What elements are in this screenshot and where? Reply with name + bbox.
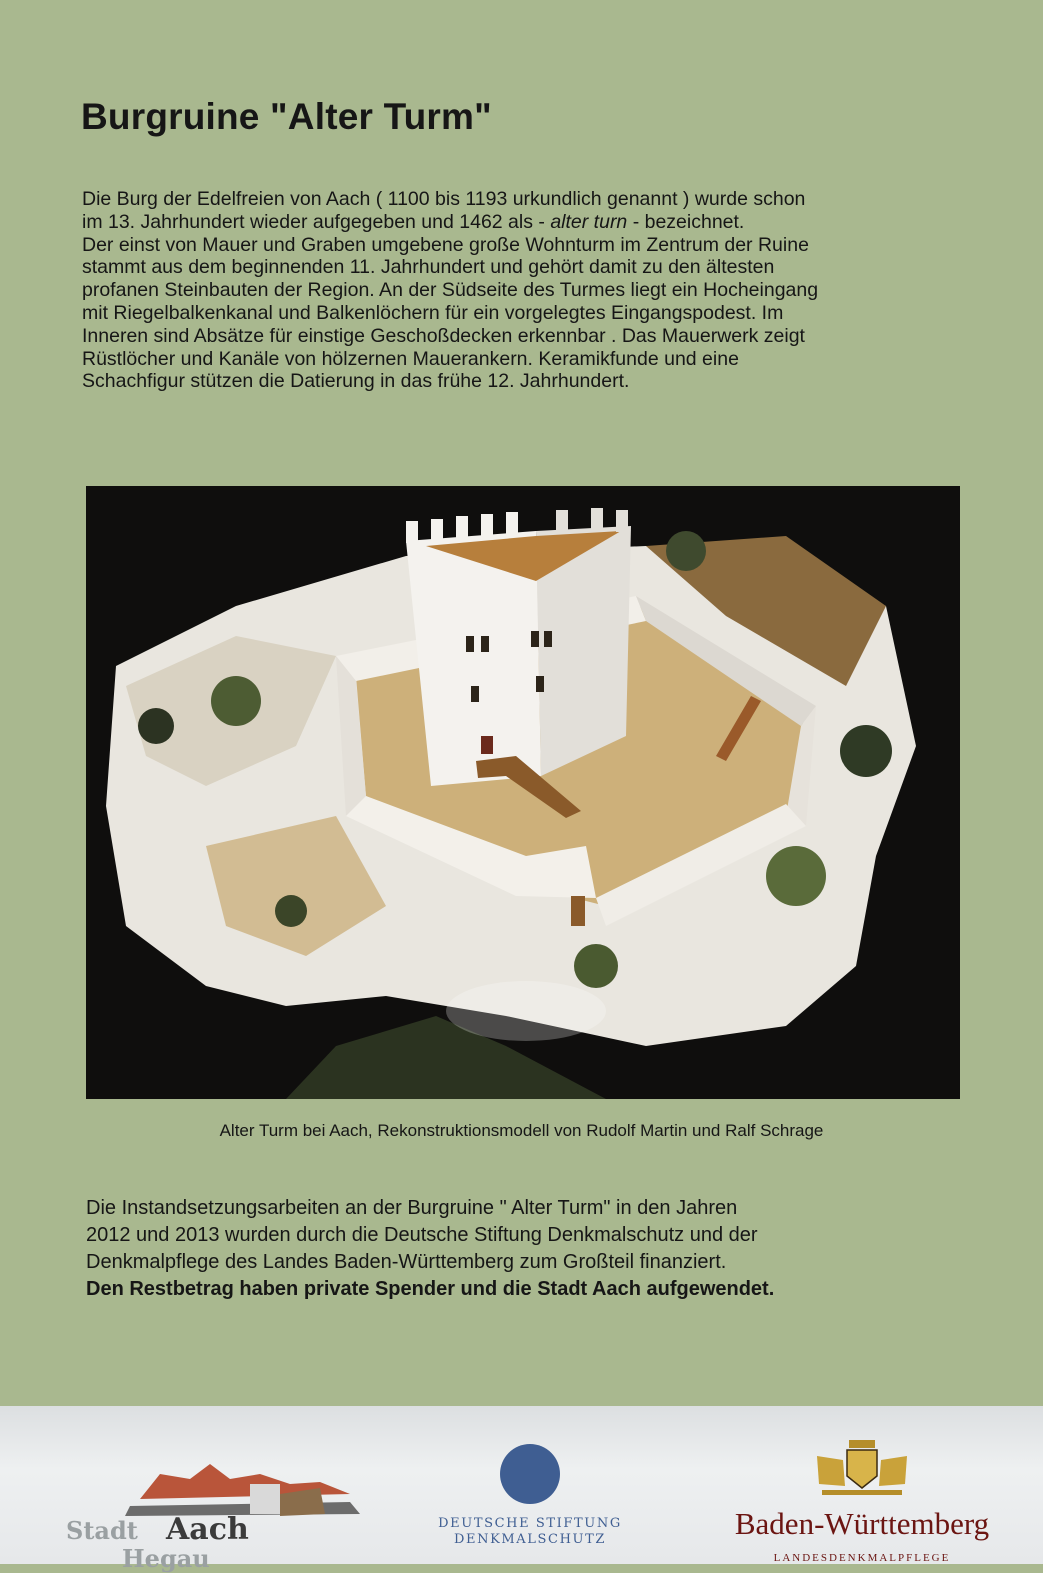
stadt-aach-logo bbox=[60, 1454, 380, 1573]
aach-word-stadt: Stadt bbox=[66, 1516, 138, 1545]
intro-line: stammt aus dem beginnenden 11. Jahrhundert und gehört damit zu den ältesten bbox=[82, 256, 775, 279]
castle-model-illustration bbox=[86, 486, 960, 1099]
intro-line: profanen Steinbauten der Region. An der Südseite des Turmes liegt ein Hocheingang bbox=[82, 279, 819, 302]
bw-name: Baden-Württemberg bbox=[734, 1506, 990, 1541]
funding-line: 2012 und 2013 wurden durch die Deutsche Stiftung Denkmalschutz und der bbox=[86, 1224, 758, 1246]
funding-line: Denkmalpflege des Landes Baden-Württemberg zum Großteil finanziert. bbox=[86, 1251, 727, 1273]
intro-line: Der einst von Mauer und Graben umgebene große Wohnturm im Zentrum der Ruine bbox=[82, 233, 809, 256]
aach-word-aach: Aach bbox=[166, 1512, 249, 1547]
intro-italic: alter turn bbox=[550, 210, 628, 233]
intro-line: mit Riegelbalkenkanal und Balkenlöchern für ein vorgelegtes Eingangspodest. Im bbox=[82, 301, 784, 324]
dsd-logo bbox=[425, 1444, 635, 1564]
intro-text bbox=[82, 188, 982, 393]
funding-line: Die Instandsetzungsarbeiten an der Burgruine " Alter Turm" in den Jahren bbox=[86, 1197, 738, 1219]
bw-coat-of-arms-icon bbox=[807, 1436, 917, 1498]
town-skyline-icon bbox=[120, 1454, 380, 1524]
bw-logo bbox=[712, 1436, 1012, 1564]
funding-line: Den Restbetrag haben private Spender und die Stadt Aach aufgewendet. bbox=[86, 1278, 775, 1300]
bw-sub: LANDESDENKMALPFLEGE bbox=[773, 1552, 951, 1564]
intro-line: Inneren sind Absätze für einstige Geschoßdecken erkennbar . Das Mauerwerk zeigt bbox=[82, 324, 805, 347]
intro-line: Rüstlöcher und Kanäle von hölzernen Mauerankern. Keramikfunde und eine bbox=[82, 347, 739, 370]
intro-line: Schachfigur stützen die Datierung in das frühe 12. Jahrhundert. bbox=[82, 370, 630, 393]
castle-model-photo bbox=[86, 486, 960, 1099]
dsd-name: DEUTSCHE STIFTUNG DENKMALSCHUTZ bbox=[438, 1516, 622, 1547]
dsd-seal-icon bbox=[500, 1444, 560, 1504]
photo-caption: Alter Turm bei Aach, Rekonstruktionsmodell von Rudolf Martin und Ralf Schrage bbox=[219, 1121, 824, 1140]
sponsor-footer bbox=[0, 1406, 1043, 1573]
intro-line: im 13. Jahrhundert wieder aufgegeben und 1462 als - alter turn - bezeichnet. bbox=[82, 210, 745, 233]
intro-line: Die Burg der Edelfreien von Aach ( 1100 bis 1193 urkundlich genannt ) wurde schon bbox=[82, 188, 806, 210]
funding-text bbox=[86, 1195, 966, 1303]
page-title: Burgruine "Alter Turm" bbox=[81, 96, 492, 137]
aach-word-hegau: Hegau bbox=[122, 1544, 210, 1573]
